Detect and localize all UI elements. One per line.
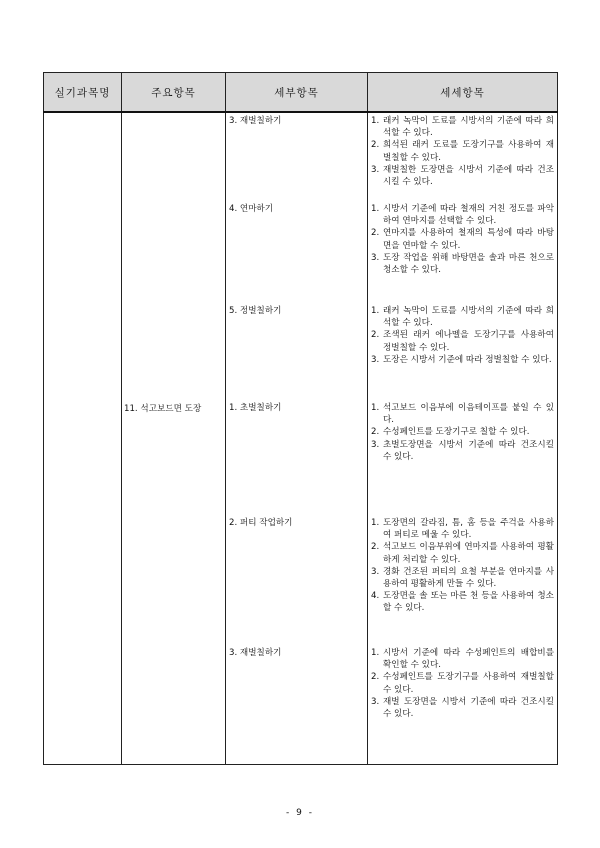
list-item-number: 2. bbox=[371, 672, 380, 683]
list-item bbox=[371, 329, 554, 353]
list-item bbox=[371, 517, 554, 541]
list-item-number: 3. bbox=[371, 252, 380, 263]
sub-item-label: 1. 초벌칠하기 bbox=[229, 403, 282, 413]
list-item bbox=[371, 439, 554, 463]
detail-list bbox=[371, 647, 554, 720]
list-item-number: 3. bbox=[371, 566, 380, 577]
header-subject-name: 실기과목명 bbox=[44, 73, 122, 113]
list-item-text: 경화 건조된 퍼티의 요철 부분을 연마지를 사용하여 평활하게 만들 수 있다. bbox=[383, 566, 554, 590]
list-item bbox=[371, 227, 554, 251]
list-item bbox=[371, 164, 554, 188]
list-item bbox=[371, 203, 554, 227]
detail-list bbox=[371, 517, 554, 615]
main-item-label: 11. 석고보드면 도장 bbox=[124, 404, 202, 414]
list-item bbox=[371, 354, 554, 366]
list-item-text: 도장면을 솔 또는 마른 천 등을 사용하여 청소할 수 있다. bbox=[383, 591, 554, 614]
list-item-text: 연마지를 사용하여 철재의 특성에 따라 바탕면을 연마할 수 있다. bbox=[383, 228, 554, 251]
list-item bbox=[371, 566, 554, 590]
list-item bbox=[371, 139, 554, 163]
list-item-number: 2. bbox=[371, 427, 380, 438]
list-item-text: 석고보드 이음부위에 연마지를 사용하여 평활하게 처리할 수 있다. bbox=[383, 542, 554, 565]
list-item-number: 3. bbox=[371, 164, 380, 175]
list-item-text: 수성페인트를 도장기구를 사용하여 재벌칠할 수 있다. bbox=[383, 672, 554, 695]
list-item bbox=[371, 402, 554, 426]
sub-item-label: 2. 퍼티 작업하기 bbox=[229, 518, 293, 528]
page-number: - 9 - bbox=[286, 808, 314, 818]
sub-item-cell bbox=[226, 112, 368, 765]
header-sub-item: 세부항목 bbox=[226, 73, 368, 113]
header-row bbox=[44, 73, 558, 113]
list-item-number: 2. bbox=[371, 542, 380, 553]
list-item-text: 도장은 시방서 기준에 따라 정벌칠할 수 있다. bbox=[383, 354, 552, 365]
list-item-text: 래커 녹막이 도료를 시방서의 기준에 따라 희석할 수 있다. bbox=[383, 306, 554, 329]
list-item-number: 3. bbox=[371, 696, 380, 707]
list-item bbox=[371, 696, 554, 720]
list-item bbox=[371, 305, 554, 329]
list-item-number: 1. bbox=[371, 204, 380, 214]
list-item bbox=[371, 647, 554, 671]
list-item-number: 1. bbox=[371, 306, 380, 316]
list-item-text: 시방서 기준에 따라 수성페인트의 배합비를 확인할 수 있다. bbox=[383, 648, 554, 671]
list-item-number: 4. bbox=[371, 591, 380, 602]
list-item bbox=[371, 252, 554, 276]
sub-item-label: 5. 정벌칠하기 bbox=[229, 306, 282, 316]
list-item bbox=[371, 541, 554, 565]
header-main-item: 주요항목 bbox=[122, 73, 226, 113]
list-item-number: 1. bbox=[371, 648, 380, 658]
list-item-text: 초벌도장면을 시방서 기준에 따라 건조시킬 수 있다. bbox=[383, 439, 554, 462]
list-item-text: 재벌 도장면을 시방서 기준에 따라 건조시킬 수 있다. bbox=[383, 696, 554, 720]
list-item-number: 2. bbox=[371, 228, 380, 239]
list-item-text: 시방서 기준에 따라 철재의 거친 정도를 파악하여 연마지를 선택할 수 있다. bbox=[383, 204, 554, 227]
sub-item-label: 3. 재벌칠하기 bbox=[229, 116, 282, 126]
sub-item-label: 3. 재벌칠하기 bbox=[229, 648, 282, 658]
sub-item-label: 4. 연마하기 bbox=[229, 204, 274, 214]
list-item-number: 1. bbox=[371, 116, 380, 126]
detail-list bbox=[371, 402, 554, 463]
list-item-number: 3. bbox=[371, 439, 380, 450]
list-item bbox=[371, 426, 554, 438]
list-item-number: 2. bbox=[371, 140, 380, 151]
detail-list bbox=[371, 305, 554, 366]
main-item-cell bbox=[122, 112, 226, 765]
list-item-text: 도장면의 갈라짐, 틈, 홈 등을 주걱을 사용하여 퍼티로 메울 수 있다. bbox=[383, 518, 554, 541]
subject-cell bbox=[44, 112, 122, 765]
list-item-text: 조색된 래커 에나멜을 도장기구를 사용하여 정벌칠할 수 있다. bbox=[383, 330, 554, 353]
list-item-number: 1. bbox=[371, 403, 380, 413]
list-item-text: 래커 녹막이 도료를 시방서의 기준에 따라 희석할 수 있다. bbox=[383, 116, 554, 139]
list-item-text: 도장 작업을 위해 바탕면을 솔과 마른 천으로 청소할 수 있다. bbox=[383, 252, 554, 276]
list-item bbox=[371, 671, 554, 695]
table-row bbox=[44, 112, 558, 765]
detail-item-cell bbox=[368, 112, 558, 765]
list-item-text: 석고보드 이음부에 이음테이프를 붙일 수 있다. bbox=[383, 403, 554, 426]
header-detail-item: 세세항목 bbox=[368, 73, 558, 113]
list-item bbox=[371, 115, 554, 139]
syllabus-table bbox=[43, 72, 558, 765]
list-item-number: 2. bbox=[371, 330, 380, 341]
list-item-text: 희석된 래커 도료를 도장기구를 사용하여 재벌칠할 수 있다. bbox=[383, 140, 554, 163]
list-item-text: 수성페인트를 도장기구로 칠할 수 있다. bbox=[383, 427, 530, 438]
detail-list bbox=[371, 115, 554, 188]
list-item-number: 3. bbox=[371, 354, 380, 365]
list-item-number: 1. bbox=[371, 518, 380, 528]
detail-list bbox=[371, 203, 554, 276]
list-item bbox=[371, 590, 554, 614]
list-item-text: 재벌칠한 도장면을 시방서 기준에 따라 건조시킬 수 있다. bbox=[383, 164, 554, 188]
